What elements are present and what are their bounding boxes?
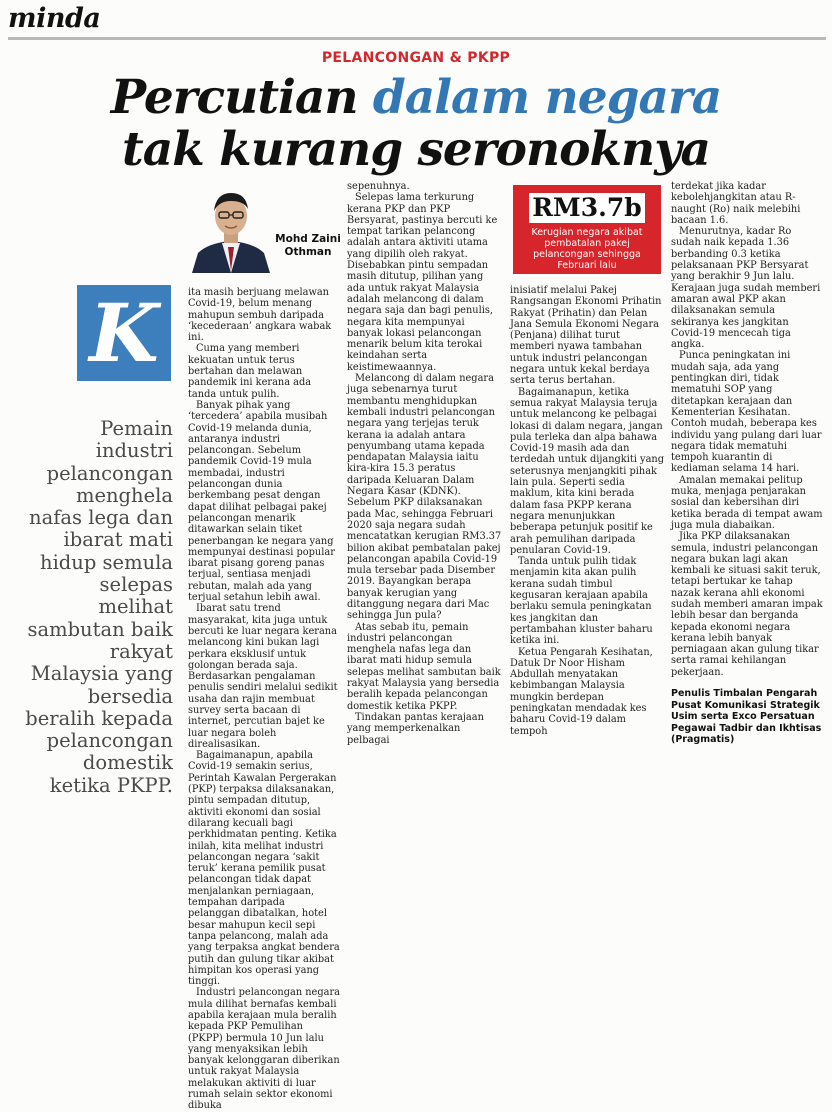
section-title: minda [8,3,101,34]
author-name [268,233,348,259]
paragraph: Menurutnya, kadar Ro sudah naik kepada 1.36 berbanding 0.3 ketika pelaksanaan PKP Bersyarat yang berakhir 9 Jun lalu. Kerajaan juga sudah memberi amaran awal PKP akan dilaksanakan semula sekiranya kes jangkitan Covid-19 mencecah tiga angka. [671,226,821,351]
dropcap: K [77,285,171,381]
paragraph: Ketua Pengarah Kesihatan, Datuk Dr Noor Hisham Abdullah menyatakan kebimbangan Malaysia mungkin berdepan peningkatan mendadak kes baharu Covid-19 dalam tempoh [510,646,653,737]
paragraph: Tindakan pantas kerajaan yang memperkenalkan pelbagai [347,711,484,746]
article-column-3 [510,285,664,737]
article-column-1 [188,287,340,1112]
paragraph: Punca peningkatan ini mudah saja, ada yang pentingkan diri, tidak mematuhi SOP yang ditetapkan kerajaan dan Kementerian Kesihatan. Contoh mudah, beberapa kes individu yang pulang dari luar negara tidak mematuhi tempoh kuarantin di kediaman selama 14 hari. [671,350,822,475]
paragraph: Tanda untuk pulih tidak menjamin kita akan pulih kerana sudah timbul kegusaran kerajaan apabila berlaku semula peningkatan kes jangkitan dan pertambahan kluster baharu ketika ini. [510,556,653,647]
author-name-line-2: Othman [284,246,332,258]
stat-box [513,185,661,274]
paragraph: Banyak pihak yang ‘tercedera’ apabila musibah Covid-19 melanda dunia, antaranya industri pelancongan. Sebelum pandemik Covid-19 mula membadai, industri pelancongan dunia berkembang pesat dengan dapat dilihat pelbagai pakej pelancongan menarik ditawarkan selain tiket penerbangan ke negara yang mempunyai destinasi popular ibarat pisang goreng panas terjual, sentiasa menjadi rebutan, malah ada yang terjual setahun lebih awal. [188,399,335,604]
section-rule [8,37,826,40]
headline-line-1b: dalam negara [372,70,722,125]
stat-value: RM3.7b [529,193,645,223]
paragraph: Ibarat satu trend masyarakat, kita juga untuk bercuti ke luar negara kerana melancong kini bukan lagi perkara eksklusif untuk golongan berada saja. Berdasarkan pengalaman penulis sendiri melalui sedikit usaha dan rajin membuat survey serta bacaan di internet, percutian bajet ke luar negara boleh direalisasikan. [188,603,338,750]
stat-caption-line: Kerugian negara akibat [531,227,643,238]
paragraph: Bagaimanapun, apabila Covid-19 semakin serius, Perintah Kawalan Pergerakan (PKP) terpaksa dilaksanakan, pintu sempadan ditutup, aktiviti ekonomi dan sosial dilarang kecuali bagi perkhidmatan penting. Ketika inilah, kita melihat industri pelancongan negara ‘sakit teruk’ kerana pemilik pusat pelancongan tidak dapat menjalankan perniagaan, tempahan daripada pelanggan dibatalkan, hotel besar mahupun kecil sepi tanpa pelancong, malah ada yang terpaksa angkat bendera putih dan gulung tikar akibat himpitan kos operasi yang tinggi. [188,750,340,988]
paragraph: Cuma yang memberi kekuatan untuk terus bertahan dan melawan pandemik ini kerana ada tanda untuk pulih. [188,343,312,400]
stat-caption-line: Februari lalu [557,260,617,271]
paragraph: Amalan memakai pelitup muka, menjaga penjarakan sosial dan kebersihan diri ketika berada di tempat awam juga mula diabaikan. [671,474,823,531]
kicker: PELANCONGAN & PKPP [321,50,511,66]
paragraph: inisiatif melalui Pakej Rangsangan Ekonomi Prihatin Rakyat (Prihatin) dan Pelan Jana Semula Ekonomi Negara (Penjana) dilihat turut memberi nyawa tambahan untuk industri pelancongan negara untuk kekal berdaya serta terus bertahan. [510,285,662,387]
paragraph: Industri pelancongan negara mula dilihat bernafas kembali apabila kerajaan mula beralih kepada PKP Pemulihan (PKPP) bermula 10 Jun lalu yang menyaksikan lebih banyak kelonggaran diberikan untuk rakyat Malaysia melakukan aktiviti di luar rumah selain sektor ekonomi dibuka [188,987,340,1112]
stat-caption-line: pembatalan pakej [544,238,630,249]
paragraph: terdekat jika kadar kebolehjangkitan atau R-naught (Ro) naik melebihi bacaan 1.6. [671,181,801,226]
paragraph: ita masih berjuang melawan Covid-19, belum menang mahupun sembuh daripada ‘kecederaan’ angkara wabak ini. [188,287,332,344]
article-column-2 [347,181,502,746]
paragraph: Selepas lama terkurung kerana PKP dan PKP Bersyarat, pastinya bercuti ke tempat tarikan pelancong adalah antara aktiviti utama yang dipilih oleh rakyat. Disebabkan pintu sempadan masih ditutup, pilihan yang ada untuk rakyat Malaysia adalah melancong di dalam negara saja dan bagi penulis, negara kita mempunyai banyak lokasi pelancongan menarik belum kita terokai keindahan serta keistimewaannya. [347,192,498,373]
headline-line-1 [0,72,832,124]
paragraph: Jika PKP dilaksanakan semula, industri pelancongan negara bukan lagi akan kembali ke situasi sakit teruk, tetapi bertukar ke tahap nazak kerana ahli ekonomi sudah memberi amaran impak lebih besar dan berganda kepada ekonomi negara kerana lebih banyak perniagaan akan gulung tikar serta ramai kehilangan pekerjaan. [671,531,823,678]
author-name-line-1: Mohd Zaini [275,233,341,245]
paragraph: sepenuhnya. [347,181,410,192]
paragraph: Melancong di dalam negara juga sebenarnya turut membantu menghidupkan kembali industri pelancongan negara yang terjejas teruk kerana ia adalah antara penyumbang utama kepada pendapatan Malaysia iaitu kira-kira 15.3 peratus daripada Keluaran Dalam Negara Kasar (KDNK). Sebelum PKP dilaksanakan pada Mac, sehingga Februari 2020 saja negara sudah mencatatkan kerugian RM3.37 bilion akibat pembatalan pakej pelancongan apabila Covid-19 mula tersebar pada Disember 2019. Bayangkan berapa banyak kerugian yang ditanggung negara dari Mac sehingga Jun pula? [347,373,502,622]
headline-line-1a: Percutian [110,70,373,125]
author-photo [188,183,274,273]
headline [0,72,832,176]
paragraph: Bagaimanapun, ketika semua rakyat Malaysia teruja untuk melancong ke pelbagai lokasi di dalam negara, jangan pula terleka dan alpa bahawa Covid-19 masih ada dan terdedah untuk dijangkiti yang seterusnya menjangkiti pihak lain pula. Seperti sedia maklum, kita kini berada dalam fasa PKPP kerana negara menunjukkan beberapa petunjuk positif ke arah pemulihan daripada penularan Covid-19. [510,386,665,556]
article-column-4 [671,181,823,746]
stat-caption [513,227,661,271]
author-bio: Penulis Timbalan Pengarah Pusat Komunikasi Strategik Usim serta Exco Persatuan Pegawai Tadbir dan Ikhtisas (Pragmatis) [671,688,822,746]
headline-line-2: tak kurang seronoknya [122,122,710,177]
stat-caption-line: pelancongan sehingga [533,249,641,260]
paragraph: Atas sebab itu, pemain industri pelancongan menghela nafas lega dan ibarat mati hidup semula selepas melihat sambutan baik rakyat Malaysia yang bersedia beralih kepada pelancongan domestik ketika PKPP. [347,621,501,712]
pull-quote: Pemain industri pelancongan menghela nafas lega dan ibarat mati hidup semula selepas melihat sambutan baik rakyat Malaysia yang bersedia beralih kepada pelancongan domestik ketika PKPP. [25,417,173,797]
